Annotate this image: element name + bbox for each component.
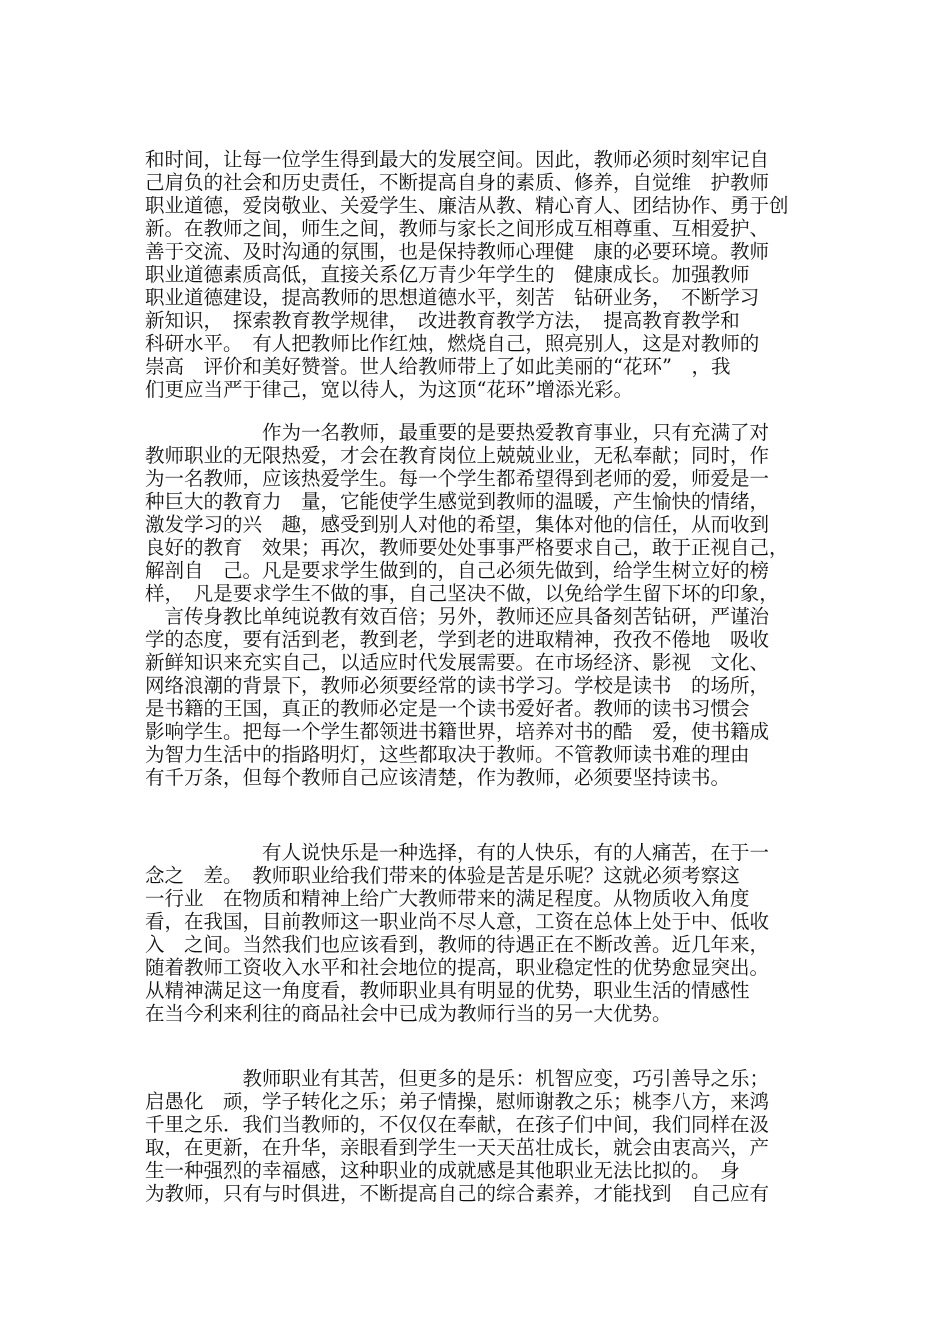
text-line: 学的态度，要有活到老，教到老，学到老的进取精神，孜孜不倦地 吸收 — [145, 628, 770, 651]
text-line: 善于交流、及时沟通的氛围，也是保持教师心理健 康的必要环境。教师 — [145, 240, 770, 263]
text-line: 念之 差。 教师职业给我们带来的体验是苦是乐呢？这就必须考察这 — [145, 864, 740, 887]
text-line: 职业道德建设，提高教师的思想道德水平，刻苦 钻研业务， 不断学习 — [145, 286, 760, 309]
text-line: 教师职业有其苦，但更多的是乐：机智应变，巧引善导之乐； — [145, 1067, 770, 1090]
text-line: 作为一名教师，最重要的是要热爱教育事业，只有充满了对 — [145, 421, 770, 444]
paragraph-2 — [145, 421, 817, 789]
text-line: 新。在教师之间，师生之间，教师与家长之间形成互相尊重、互相爱护、 — [145, 217, 770, 240]
text-line: 己肩负的社会和历史责任，不断提高自身的素质、修养，自觉维 护教师 — [145, 171, 770, 194]
text-line: 一行业 在物质和精神上给广大教师带来的满足程度。从物质收入角度 — [145, 887, 750, 910]
text-line: 为智力生活中的指路明灯，这些都取决于教师。不管教师读书难的理由 — [145, 743, 750, 766]
text-line: 新知识， 探索教育教学规律， 改进教育教学方法， 提高教育教学和 — [145, 309, 740, 332]
text-line: 科研水平。 有人把教师比作红烛，燃烧自己，照亮别人，这是对教师的 — [145, 332, 760, 355]
text-line: 职业道德素质高低，直接关系亿万青少年学生的 健康成长。加强教师 — [145, 263, 750, 286]
text-line: 是书籍的王国，真正的教师必定是一个读书爱好者。教师的读书习惯会 — [145, 697, 750, 720]
text-line: 启愚化 顽，学子转化之乐；弟子情操，慰师谢教之乐；桃李八方，来鸿 — [145, 1090, 770, 1113]
text-line: 从精神满足这一角度看，教师职业具有明显的优势，职业生活的情感性 — [145, 979, 750, 1002]
text-line: 教师职业的无限热爱，才会在教育岗位上兢兢业业，无私奉献；同时，作 — [145, 444, 770, 467]
paragraph-1 — [145, 148, 817, 401]
text-line: 网络浪潮的背景下，教师必须要经常的读书学习。学校是读书 的场所， — [145, 674, 770, 697]
text-line: 激发学习的兴 趣，感受到别人对他的希望，集体对他的信任，从而收到 — [145, 513, 770, 536]
text-line: 取，在更新，在升华，亲眼看到学生一天天茁壮成长，就会由衷高兴，产 — [145, 1136, 770, 1159]
text-line: 崇高 评价和美好赞誉。世人给教师带上了如此美丽的“花环” ，我 — [145, 355, 731, 378]
text-line: 解剖自 己。凡是要求学生做到的，自己必须先做到，给学生树立好的榜 — [145, 559, 770, 582]
text-line: 千里之乐．我们当教师的，不仅仅在奉献，在孩子们中间，我们同样在汲 — [145, 1113, 770, 1136]
text-line: 随着教师工资收入水平和社会地位的提高，职业稳定性的优势愈显突出。 — [145, 956, 770, 979]
text-line: 生一种强烈的幸福感，这种职业的成就感是其他职业无法比拟的。 身 — [145, 1159, 740, 1182]
text-line: 良好的教育 效果；再次，教师要处处事事严格要求自己，敢于正视自己， — [145, 536, 789, 559]
paragraph-4 — [145, 1067, 817, 1205]
text-line: 入 之间。当然我们也应该看到，教师的待遇正在不断改善。近几年来， — [145, 933, 770, 956]
text-line: 看，在我国，目前教师这一职业尚不尽人意，工资在总体上处于中、低收 — [145, 910, 770, 933]
text-line: 为教师，只有与时俱进，不断提高自己的综合素养，才能找到 自己应有 — [145, 1182, 770, 1205]
text-line: 有千万条，但每个教师自己应该清楚，作为教师，必须要坚持读书。 — [145, 766, 731, 789]
text-line: 新鲜知识来充实自己，以适应时代发展需要。在市场经济、影视 文化、 — [145, 651, 770, 674]
text-line: 和时间，让每一位学生得到最大的发展空间。因此，教师必须时刻牢记自 — [145, 148, 770, 171]
paragraph-3 — [145, 841, 817, 1025]
text-line: 有人说快乐是一种选择，有的人快乐，有的人痛苦，在于一 — [145, 841, 770, 864]
text-line: 职业道德，爱岗敬业、关爱学生、廉洁从教、精心育人、团结协作、勇于创 — [145, 194, 789, 217]
text-line: 种巨大的教育力 量，它能使学生感觉到教师的温暖，产生愉快的情绪， — [145, 490, 770, 513]
text-line: 在当今利来利往的商品社会中已成为教师行当的另一大优势。 — [145, 1002, 672, 1025]
text-line: 为一名教师，应该热爱学生。每一个学生都希望得到老师的爱，师爱是一 — [145, 467, 770, 490]
text-line: 影响学生。把每一个学生都领进书籍世界，培养对书的酷 爱，使书籍成 — [145, 720, 770, 743]
text-line: 言传身教比单纯说教有效百倍；另外，教师还应具备刻苦钻研，严谨治 — [145, 605, 770, 628]
text-line: 样， 凡是要求学生不做的事，自己坚决不做，以免给学生留下坏的印象， — [145, 582, 779, 605]
text-line: 们更应当严于律己，宽以待人，为这顶“花环”增添光彩。 — [145, 378, 633, 401]
